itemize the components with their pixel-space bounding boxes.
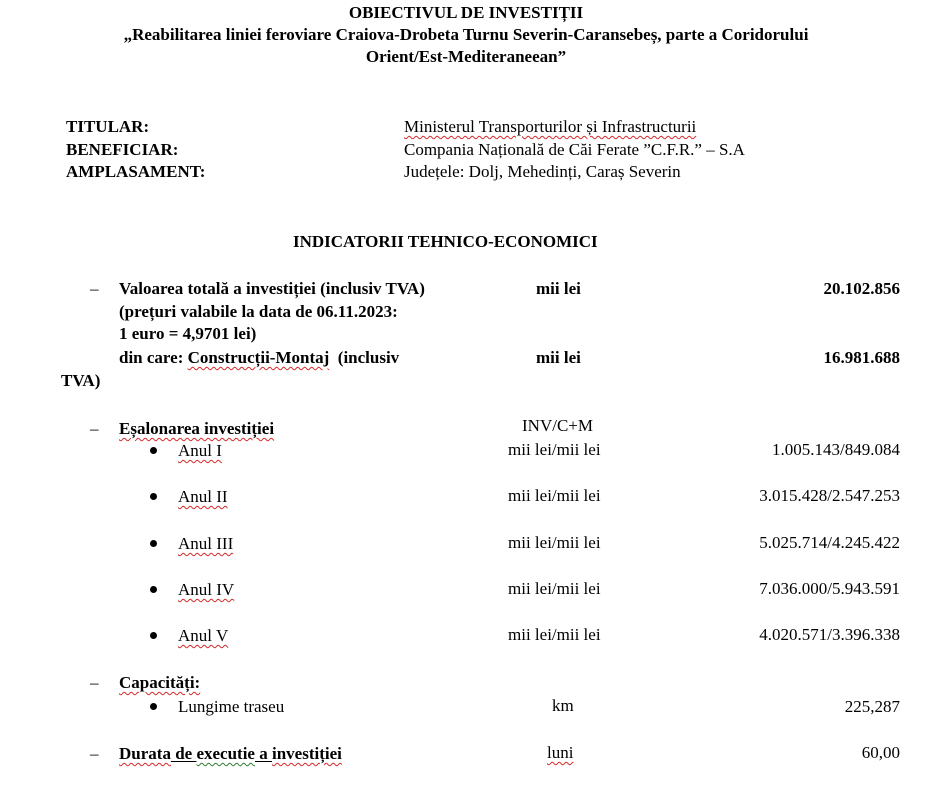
year-unit: mii lei/mii lei	[508, 440, 601, 459]
bullet-icon	[150, 703, 157, 710]
year-unit: mii lei/mii lei	[508, 625, 601, 644]
project-name-line2: Orient/Est-Mediteraneean”	[365, 47, 567, 66]
dash-marker: –	[90, 419, 99, 438]
titular-label: TITULAR:	[66, 117, 150, 136]
document-title: OBIECTIVUL DE INVESTIȚII	[348, 3, 584, 22]
amplasament-value: Județele: Dolj, Mehedinți, Caraș Severin	[404, 162, 681, 181]
beneficiar-label: BENEFICIAR:	[66, 140, 179, 159]
project-name-line1: „Reabilitarea liniei feroviare Craiova-Drobeta Turnu Severin-Caransebeș, parte a Coridorului	[123, 25, 809, 44]
beneficiar-value: Compania Națională de Căi Ferate ”C.F.R.” – S.A	[404, 140, 745, 159]
year-value: 4.020.571/3.396.338	[759, 625, 900, 644]
bullet-icon	[150, 632, 157, 639]
capacitati-label: Capacități:	[119, 673, 201, 692]
esalonare-label: Eșalonarea investiției	[119, 419, 275, 438]
bullet-icon	[150, 493, 157, 500]
valoare-line1: Valoarea totală a investiției (inclusiv TVA)	[119, 279, 425, 298]
year-label: Anul V	[178, 626, 229, 645]
durata-value: 60,00	[861, 743, 900, 762]
cm-amount: 16.981.688	[823, 348, 900, 367]
din-care-tva: TVA)	[61, 371, 101, 390]
dash-marker: –	[90, 673, 99, 692]
valoare-line2: (prețuri valabile la data de 06.11.2023:	[119, 302, 398, 321]
year-unit: mii lei/mii lei	[508, 486, 601, 505]
valoare-amount: 20.102.856	[823, 279, 900, 298]
din-care-line: din care: Construcții-Montaj (inclusiv	[119, 348, 400, 367]
valoare-unit: mii lei	[536, 279, 581, 298]
amplasament-label: AMPLASAMENT:	[66, 162, 206, 181]
year-unit: mii lei/mii lei	[508, 533, 601, 552]
durata-unit: luni	[547, 743, 574, 762]
section-title: INDICATORII TEHNICO-ECONOMICI	[293, 232, 598, 251]
bullet-icon	[150, 586, 157, 593]
bullet-icon	[150, 540, 157, 547]
lungime-traseu-value: 225,287	[844, 697, 900, 716]
year-value: 7.036.000/5.943.591	[759, 579, 900, 598]
year-label: Anul II	[178, 487, 228, 506]
year-value: 1.005.143/849.084	[772, 440, 900, 459]
year-value: 3.015.428/2.547.253	[759, 486, 900, 505]
titular-value: Ministerul Transporturilor și Infrastructurii	[404, 117, 697, 136]
bullet-icon	[150, 447, 157, 454]
dash-marker: –	[90, 744, 99, 763]
cm-unit: mii lei	[536, 348, 581, 367]
year-label: Anul III	[178, 534, 234, 553]
year-value: 5.025.714/4.245.422	[759, 533, 900, 552]
year-unit: mii lei/mii lei	[508, 579, 601, 598]
lungime-traseu-label: Lungime traseu	[178, 697, 285, 716]
year-label: Anul IV	[178, 580, 235, 599]
dash-marker: –	[90, 279, 99, 298]
durata-label: Durata de executie a investiției	[119, 744, 342, 763]
lungime-traseu-unit: km	[552, 696, 574, 715]
esalonare-column-header: INV/C+M	[522, 416, 593, 435]
year-label: Anul I	[178, 441, 222, 460]
valoare-line3: 1 euro = 4,9701 lei)	[119, 324, 257, 343]
